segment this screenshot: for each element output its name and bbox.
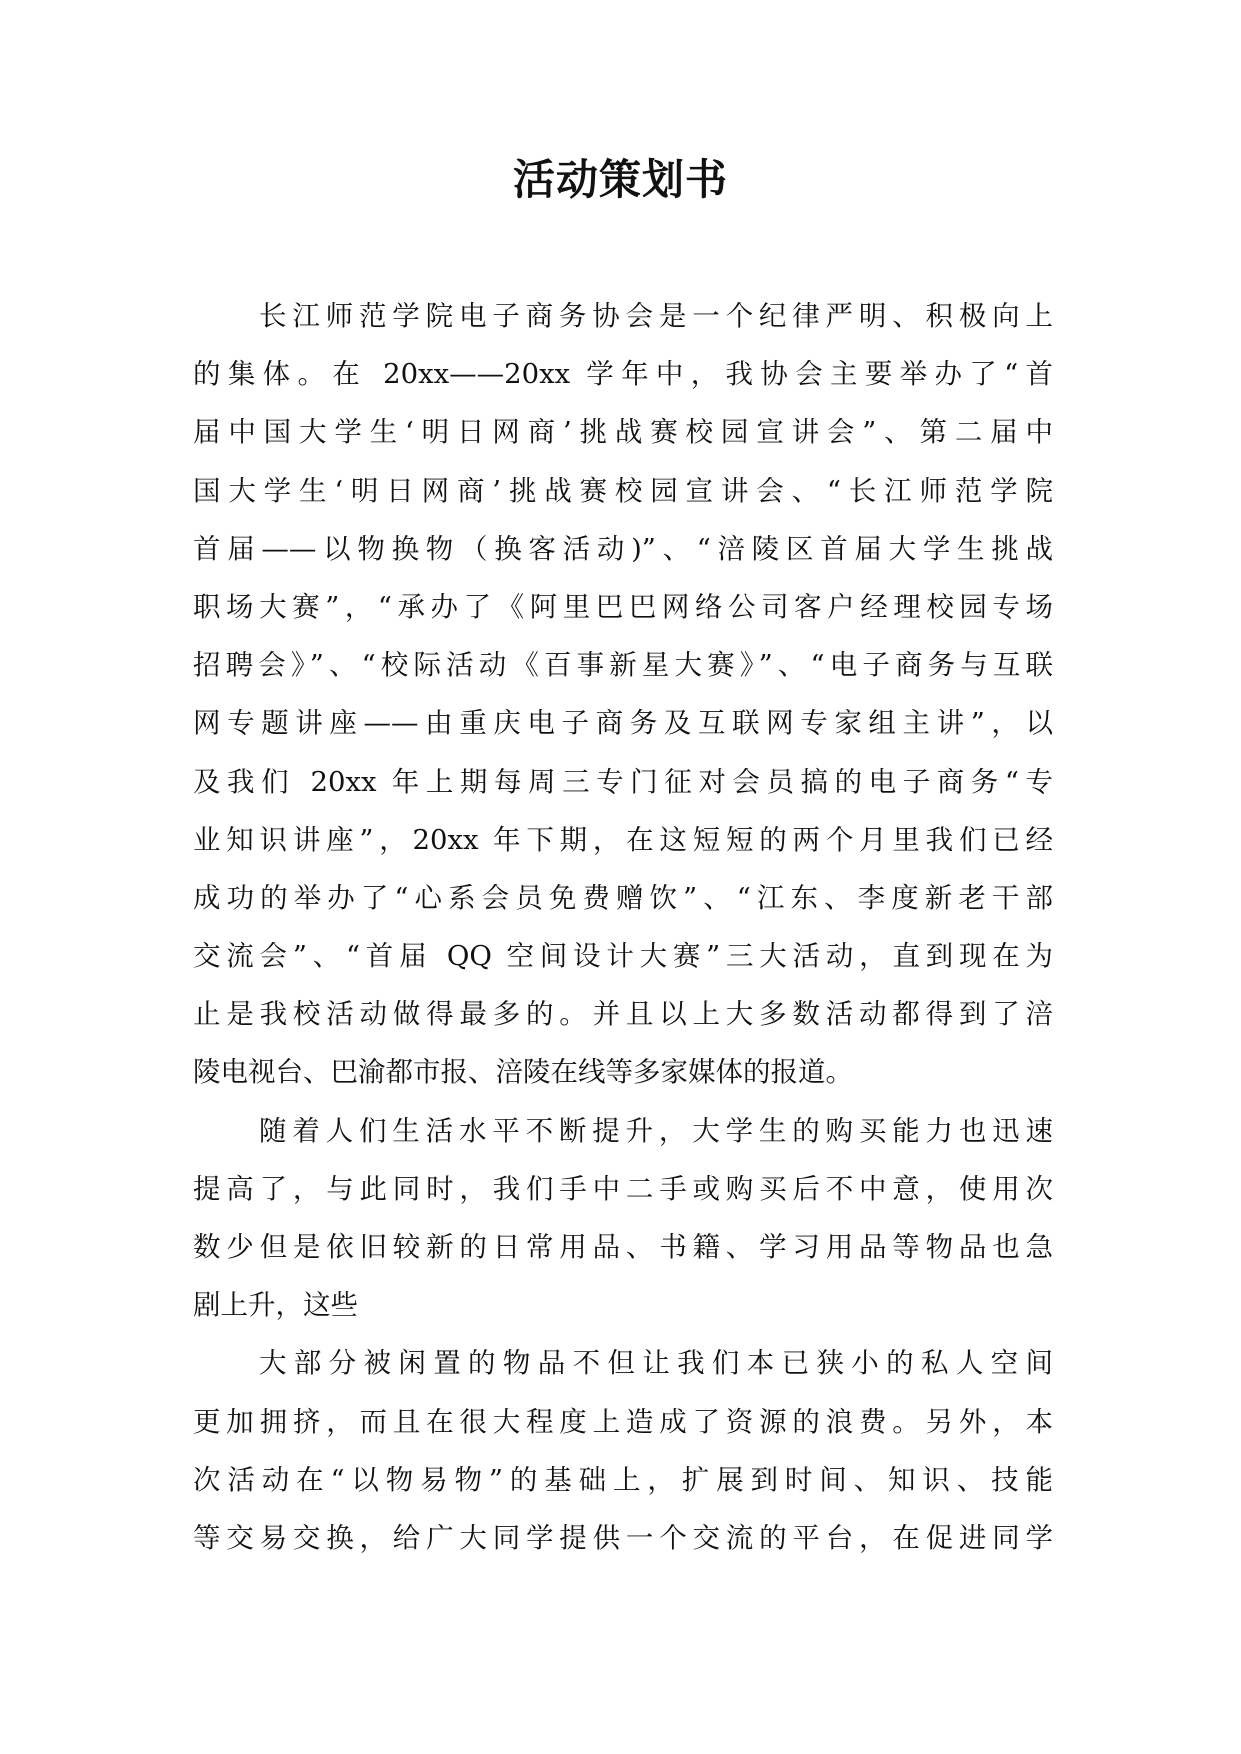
paragraph-line: 首届——以物换物（换客活动)”、“涪陵区首届大学生挑战 [193, 532, 1053, 565]
paragraph-3 [193, 1334, 1053, 1567]
paragraph-line: 及我们 20xx 年上期每周三专门征对会员搞的电子商务“专 [193, 765, 1053, 798]
paragraph-line: 大部分被闲置的物品不但让我们本已狭小的私人空间 [259, 1347, 1053, 1380]
paragraph-line: 随着人们生活水平不断提升，大学生的购买能力也迅速 [259, 1114, 1053, 1147]
paragraph-line: 等交易交换，给广大同学提供一个交流的平台，在促进同学 [193, 1521, 1053, 1554]
paragraph-line: 次活动在“以物易物”的基础上，扩展到时间、知识、技能 [193, 1463, 1053, 1496]
paragraph-line: 更加拥挤，而且在很大程度上造成了资源的浪费。另外，本 [193, 1405, 1053, 1438]
paragraph-line: 提高了，与此同时，我们手中二手或购买后不中意，使用次 [193, 1172, 1053, 1205]
paragraph-line: 的集体。在 20xx——20xx 学年中，我协会主要举办了“首 [193, 358, 1053, 391]
paragraph-line: 陵电视台、巴渝都市报、涪陵在线等多家媒体的报道。 [193, 1056, 853, 1089]
paragraph-line: 国大学生‘明日网商’挑战赛校园宣讲会、“长江师范学院 [193, 474, 1053, 507]
paragraph-line: 职场大赛”，“承办了《阿里巴巴网络公司客户经理校园专场 [193, 590, 1053, 623]
document-body [193, 287, 1053, 1567]
paragraph-line: 成功的举办了“心系会员免费赠饮”、“江东、李度新老干部 [193, 881, 1053, 914]
paragraph-line: 交流会”、“首届 QQ 空间设计大赛”三大活动，直到现在为 [193, 940, 1053, 973]
paragraph-line: 数少但是依旧较新的日常用品、书籍、学习用品等物品也急 [193, 1231, 1053, 1263]
paragraph-line: 剧上升，这些 [193, 1289, 358, 1322]
paragraph-line: 业知识讲座”，20xx 年下期，在这短短的两个月里我们已经 [193, 823, 1053, 856]
paragraph-line: 长江师范学院电子商务协会是一个纪律严明、积极向上 [259, 300, 1053, 332]
paragraph-line: 招聘会》”、“校际活动《百事新星大赛》”、“电子商务与互联 [193, 649, 1053, 682]
paragraph-2 [193, 1102, 1053, 1335]
paragraph-1 [193, 287, 1053, 1102]
document-title: 活动策划书 [512, 155, 728, 204]
paragraph-line: 网专题讲座——由重庆电子商务及互联网专家组主讲”，以 [193, 707, 1053, 740]
paragraph-line: 届中国大学生‘明日网商’挑战赛校园宣讲会”、第二届中 [193, 416, 1053, 449]
paragraph-line: 止是我校活动做得最多的。并且以上大多数活动都得到了涪 [193, 998, 1053, 1031]
